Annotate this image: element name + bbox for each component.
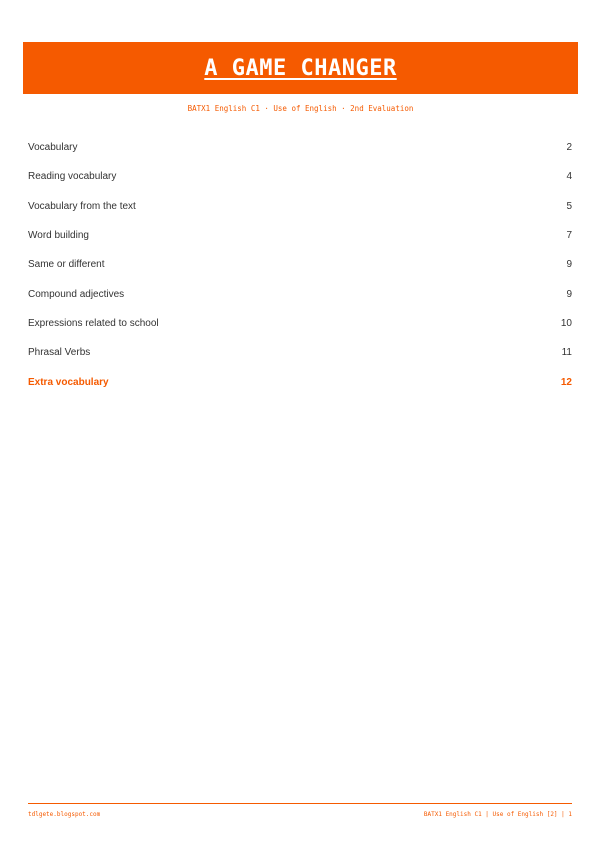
toc-entry-page: 7 [566, 230, 572, 242]
toc-entry-vocabulary[interactable] [28, 133, 572, 162]
page-subtitle: BATX1 English C1 · Use of English · 2nd Evaluation [187, 104, 414, 113]
footer-page-info: BATX1 English C1 | Use of English [2] | 1 [423, 811, 572, 818]
toc-entry-label: Extra vocabulary [28, 376, 109, 388]
toc-entry-page: 2 [566, 142, 572, 154]
title-banner [23, 42, 578, 94]
toc-entry-label: Compound adjectives [28, 288, 125, 300]
toc-entry-label: Vocabulary [28, 142, 78, 154]
toc-entry-word-building[interactable] [28, 221, 572, 250]
toc-entry-page: 9 [566, 259, 572, 271]
toc-entry-page: 9 [566, 288, 572, 300]
footer-divider [28, 803, 572, 804]
table-of-contents [28, 133, 572, 397]
toc-entry-page: 11 [561, 347, 572, 359]
toc-entry-phrasal-verbs[interactable] [28, 338, 572, 367]
toc-entry-reading-vocabulary[interactable] [28, 162, 572, 191]
footer-site-link[interactable]: tdlgete.blogspot.com [28, 811, 101, 818]
toc-entry-page: 4 [566, 171, 572, 183]
toc-entry-vocabulary-from-text[interactable] [28, 192, 572, 221]
page-title: A GAME CHANGER [204, 55, 397, 81]
toc-entry-expressions-school[interactable] [28, 309, 572, 338]
toc-entry-label: Word building [28, 230, 89, 242]
toc-entry-label: Expressions related to school [28, 317, 159, 329]
toc-entry-label: Same or different [28, 259, 105, 271]
toc-entry-label: Vocabulary from the text [28, 200, 136, 212]
toc-entry-page: 12 [560, 376, 572, 388]
toc-entry-label: Reading vocabulary [28, 171, 117, 183]
toc-entry-label: Phrasal Verbs [28, 347, 91, 359]
toc-entry-page: 5 [566, 200, 572, 212]
toc-entry-extra-vocabulary[interactable] [28, 367, 572, 396]
toc-entry-same-or-different[interactable] [28, 250, 572, 279]
toc-entry-page: 10 [560, 317, 572, 329]
toc-entry-compound-adjectives[interactable] [28, 279, 572, 308]
